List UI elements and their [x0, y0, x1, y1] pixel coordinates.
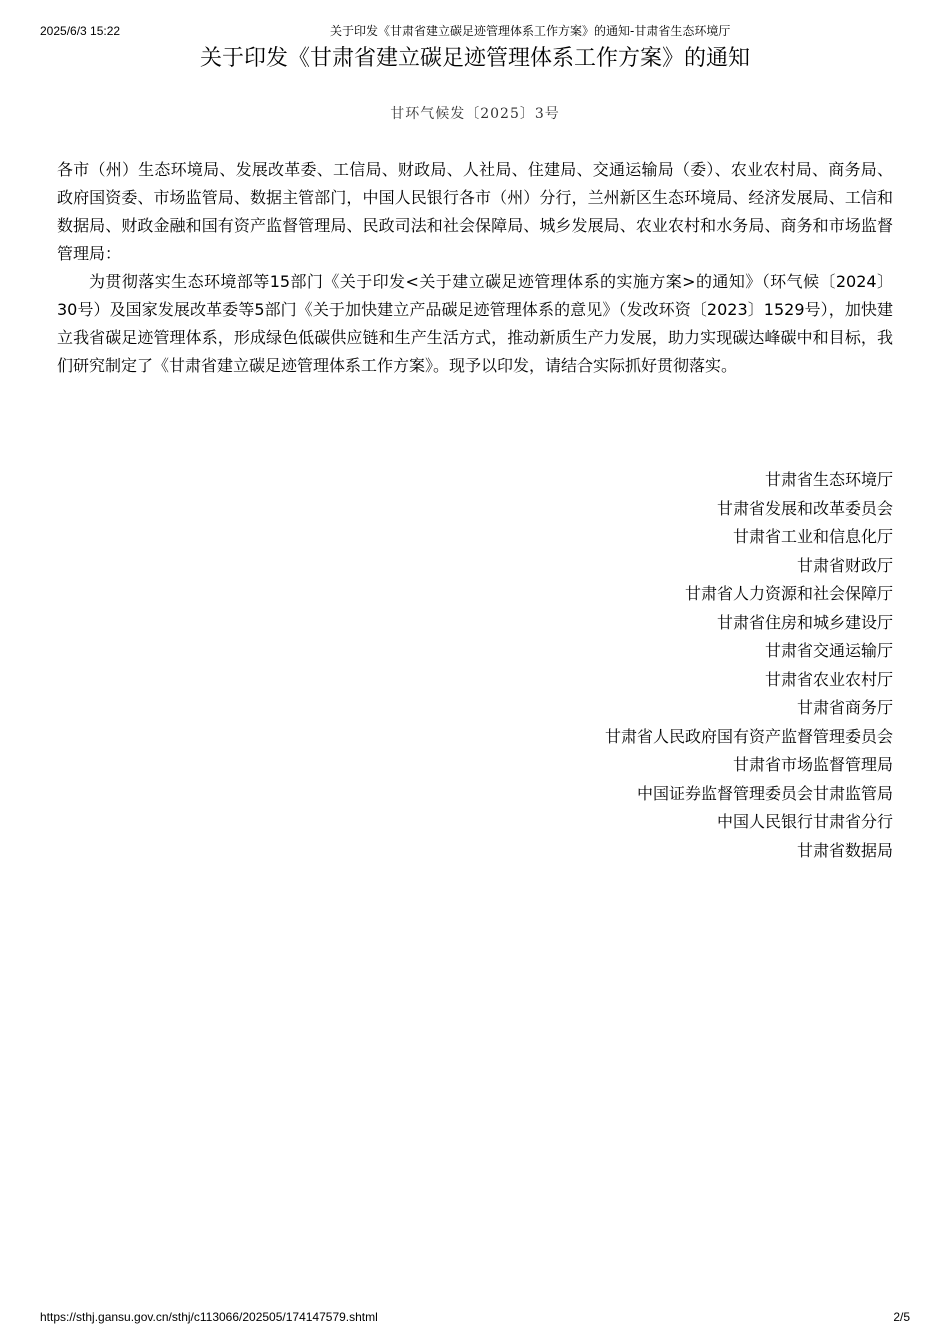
- signatory: 甘肃省数据局: [796, 840, 893, 860]
- signatory: 甘肃省人力资源和社会保障厅: [684, 584, 893, 603]
- signatory: 甘肃省交通运输厅: [764, 641, 893, 660]
- addressees-paragraph: 各市（州）生态环境局、发展改革委、工信局、财政局、人社局、住建局、交通运输局（委）、农业农村局、商务局、政府国资委、市场监管局、数据主管部门，中国人民银行各市（州）分行，兰州新区生态环境局、经济发展局、工信和数据局、财政金融和国有资产监督管理局、民政司法和社会保障局、城乡发展局、农业农村和水务局、商务和市场监督管理局：: [57, 160, 893, 263]
- body-paragraph: 为贯彻落实生态环境部等15部门《关于印发<关于建立碳足迹管理体系的实施方案>的通知》（环气候〔2024〕30号）及国家发展改革委等5部门《关于加快建立产品碳足迹管理体系的意见》（发改环资〔2023〕1529号），加快建立我省碳足迹管理体系，形成绿色低碳供应链和生产生活方式，推动新质生产力发展，助力实现碳达峰碳中和目标，我们研究制定了《甘肃省建立碳足迹管理体系工作方案》。现予以印发，请结合实际抓好贯彻落实。: [57, 272, 893, 375]
- signatory: 甘肃省商务厅: [796, 698, 893, 717]
- signatory: 甘肃省工业和信息化厅: [732, 527, 893, 546]
- print-url: https://sthj.gansu.gov.cn/sthj/c113066/202505/174147579.shtml: [40, 1310, 378, 1324]
- document-body: [57, 156, 893, 380]
- print-page-number: 2/5: [893, 1310, 910, 1324]
- print-page-title: 关于印发《甘肃省建立碳足迹管理体系工作方案》的通知-甘肃省生态环境厅: [330, 24, 731, 38]
- document-number: 甘环气候发〔2025〕3号: [390, 106, 560, 122]
- signatory: 甘肃省市场监督管理局: [732, 755, 893, 774]
- signatory: 甘肃省生态环境厅: [764, 470, 893, 489]
- signatory-list: [605, 466, 893, 865]
- signatory: 甘肃省农业农村厅: [764, 669, 893, 689]
- signatory: 中国证券监督管理委员会甘肃监管局: [636, 783, 893, 803]
- document-title: 关于印发《甘肃省建立碳足迹管理体系工作方案》的通知: [199, 46, 750, 71]
- signatory: 甘肃省住房和城乡建设厅: [716, 612, 893, 632]
- signatory: 甘肃省财政厅: [796, 555, 893, 575]
- print-datetime: 2025/6/3 15:22: [40, 24, 121, 38]
- signatory: 中国人民银行甘肃省分行: [716, 812, 893, 831]
- signatory: 甘肃省人民政府国有资产监督管理委员会: [604, 726, 893, 746]
- signatory: 甘肃省发展和改革委员会: [716, 498, 893, 518]
